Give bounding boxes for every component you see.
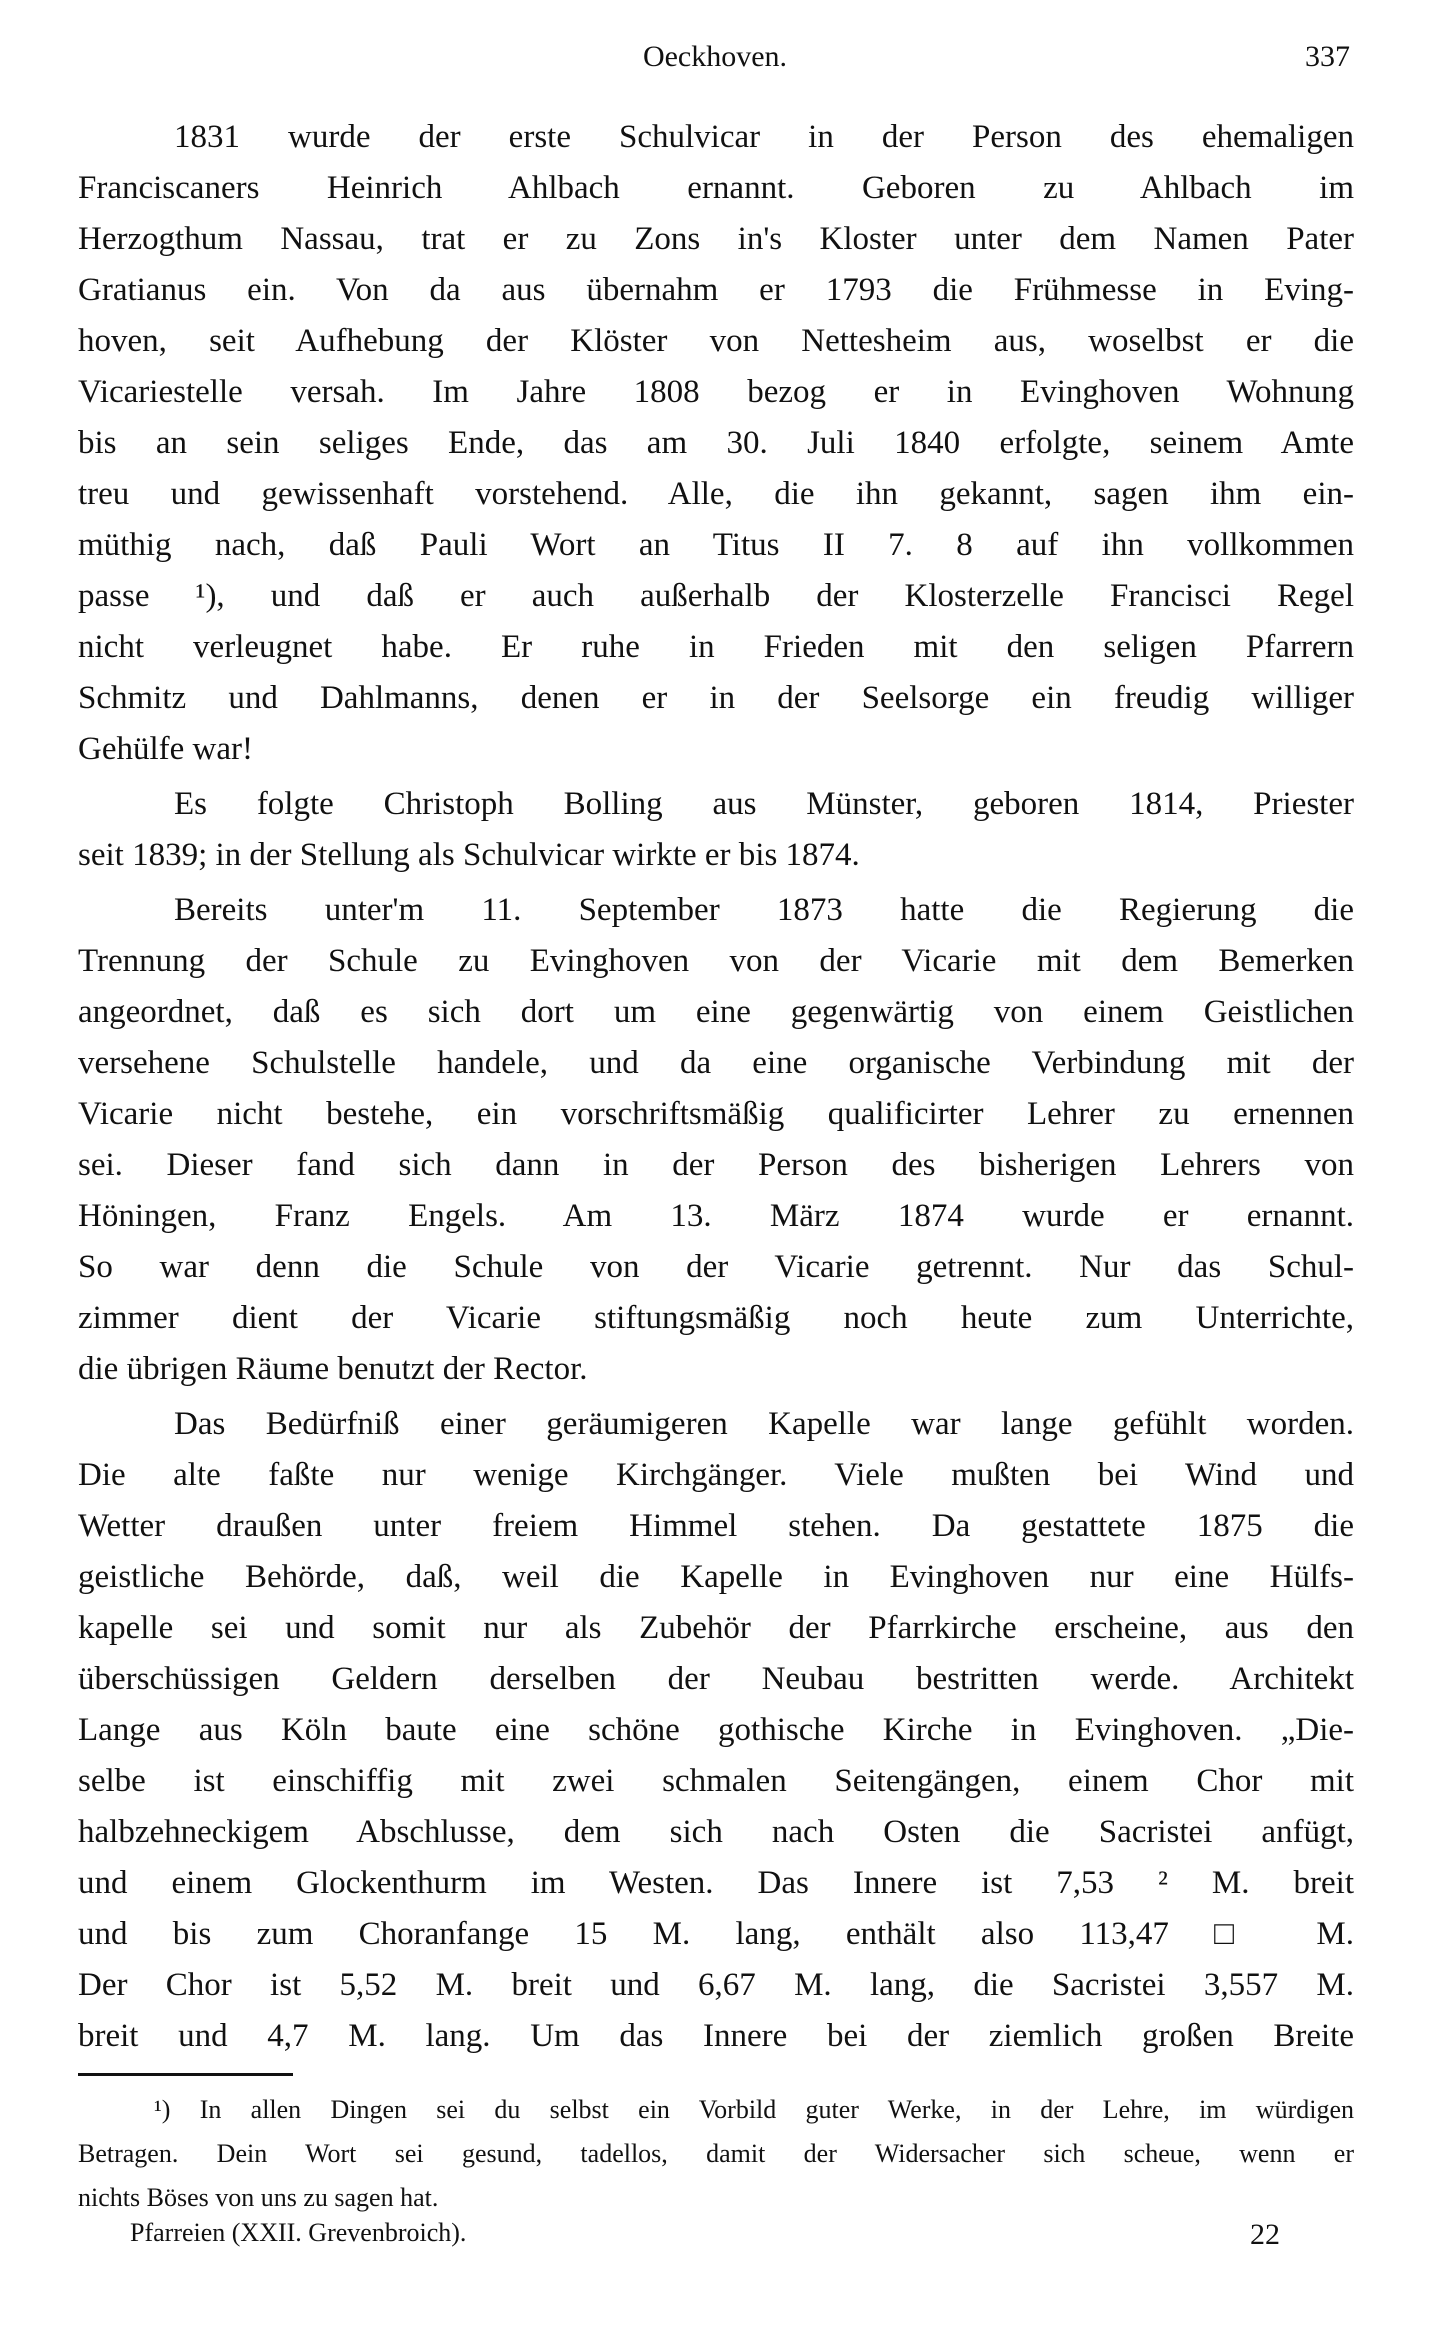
paragraph xyxy=(78,112,1354,775)
paragraph xyxy=(78,1399,1354,2062)
text-line: breit und 4,7 M. lang. Um das Innere bei der ziemlich großen Breite xyxy=(78,2018,1354,2054)
text-line: sei. Dieser fand sich dann in der Person des bisherigen Lehrers von xyxy=(78,1147,1354,1183)
text-line: versehene Schulstelle handele, und da eine organische Verbindung mit der xyxy=(78,1045,1354,1081)
text-line: Herzogthum Nassau, trat er zu Zons in's Kloster unter dem Namen Pater xyxy=(78,221,1354,257)
text-line: Der Chor ist 5,52 M. breit und 6,67 M. lang, die Sacristei 3,557 M. xyxy=(78,1967,1354,2003)
text-line: nicht verleugnet habe. Er ruhe in Frieden mit den seligen Pfarrern xyxy=(78,629,1354,665)
text-line: Gratianus ein. Von da aus übernahm er 1793 die Frühmesse in Eving- xyxy=(78,272,1354,308)
text-line: hoven, seit Aufhebung der Klöster von Nettesheim aus, woselbst er die xyxy=(78,323,1354,359)
sheet-number: 22 xyxy=(1250,2218,1280,2251)
footnote-divider xyxy=(78,2073,293,2076)
text-line: Bereits unter'm 11. September 1873 hatte die Regierung die xyxy=(174,892,1354,928)
text-line: 1831 wurde der erste Schulvicar in der Person des ehemaligen xyxy=(174,119,1354,155)
text-line: So war denn die Schule von der Vicarie getrennt. Nur das Schul- xyxy=(78,1249,1354,1285)
text-line: Franciscaners Heinrich Ahlbach ernannt. Geboren zu Ahlbach im xyxy=(78,170,1354,206)
text-line: Die alte faßte nur wenige Kirchgänger. Viele mußten bei Wind und xyxy=(78,1457,1354,1493)
body-text xyxy=(78,112,1354,2062)
footnote-line: nichts Böses von uns zu sagen hat. xyxy=(78,2183,439,2212)
running-title: Oeckhoven. xyxy=(642,40,788,73)
text-line: Schmitz und Dahlmanns, denen er in der Seelsorge ein freudig williger xyxy=(78,680,1354,716)
text-line: angeordnet, daß es sich dort um eine gegenwärtig von einem Geistlichen xyxy=(78,994,1354,1030)
text-line: Es folgte Christoph Bolling aus Münster, geboren 1814, Priester xyxy=(174,786,1354,822)
text-line: passe ¹), und daß er auch außerhalb der Klosterzelle Francisci Regel xyxy=(78,578,1354,614)
text-line: seit 1839; in der Stellung als Schulvicar wirkte er bis 1874. xyxy=(78,837,860,873)
text-line: geistliche Behörde, daß, weil die Kapelle in Evinghoven nur eine Hülfs- xyxy=(78,1559,1354,1595)
text-line: und bis zum Choranfange 15 M. lang, enthält also 113,47 □ M. xyxy=(78,1916,1354,1952)
paragraph xyxy=(78,885,1354,1395)
text-line: Lange aus Köln baute eine schöne gothische Kirche in Evinghoven. „Die- xyxy=(78,1712,1354,1748)
text-line: treu und gewissenhaft vorstehend. Alle, die ihn gekannt, sagen ihm ein- xyxy=(78,476,1354,512)
text-line: Höningen, Franz Engels. Am 13. März 1874 wurde er ernannt. xyxy=(78,1198,1354,1234)
text-line: die übrigen Räume benutzt der Rector. xyxy=(78,1351,588,1387)
text-line: Gehülfe war! xyxy=(78,731,253,767)
text-line: zimmer dient der Vicarie stiftungsmäßig noch heute zum Unterrichte, xyxy=(78,1300,1354,1336)
text-line: müthig nach, daß Pauli Wort an Titus II 7. 8 auf ihn vollkommen xyxy=(78,527,1354,563)
text-line: Vicariestelle versah. Im Jahre 1808 bezog er in Evinghoven Wohnung xyxy=(78,374,1354,410)
text-line: überschüssigen Geldern derselben der Neubau bestritten werde. Architekt xyxy=(78,1661,1354,1697)
footnote-line: ¹) In allen Dingen sei du selbst ein Vorbild guter Werke, in der Lehre, im würdigen xyxy=(154,2095,1354,2124)
text-line: halbzehneckigem Abschlusse, dem sich nach Osten die Sacristei anfügt, xyxy=(78,1814,1354,1850)
signature-line: Pfarreien (XXII. Grevenbroich). xyxy=(130,2218,467,2247)
text-line: bis an sein seliges Ende, das am 30. Juli 1840 erfolgte, seinem Amte xyxy=(78,425,1354,461)
text-line: und einem Glockenthurm im Westen. Das Innere ist 7,53 ² M. breit xyxy=(78,1865,1354,1901)
text-line: kapelle sei und somit nur als Zubehör der Pfarrkirche erscheine, aus den xyxy=(78,1610,1354,1646)
footnote-line: Betragen. Dein Wort sei gesund, tadellos, damit der Widersacher sich scheue, wenn er xyxy=(78,2139,1354,2168)
text-line: Das Bedürfniß einer geräumigeren Kapelle war lange gefühlt worden. xyxy=(174,1406,1354,1442)
text-line: Trennung der Schule zu Evinghoven von der Vicarie mit dem Bemerken xyxy=(78,943,1354,979)
text-line: selbe ist einschiffig mit zwei schmalen Seitengängen, einem Chor mit xyxy=(78,1763,1354,1799)
page-number: 337 xyxy=(1305,40,1350,73)
text-line: Vicarie nicht bestehe, ein vorschriftsmäßig qualificirter Lehrer zu ernennen xyxy=(78,1096,1354,1132)
footnote xyxy=(78,2088,1354,2220)
paragraph xyxy=(78,779,1354,881)
text-line: Wetter draußen unter freiem Himmel stehen. Da gestattete 1875 die xyxy=(78,1508,1354,1544)
